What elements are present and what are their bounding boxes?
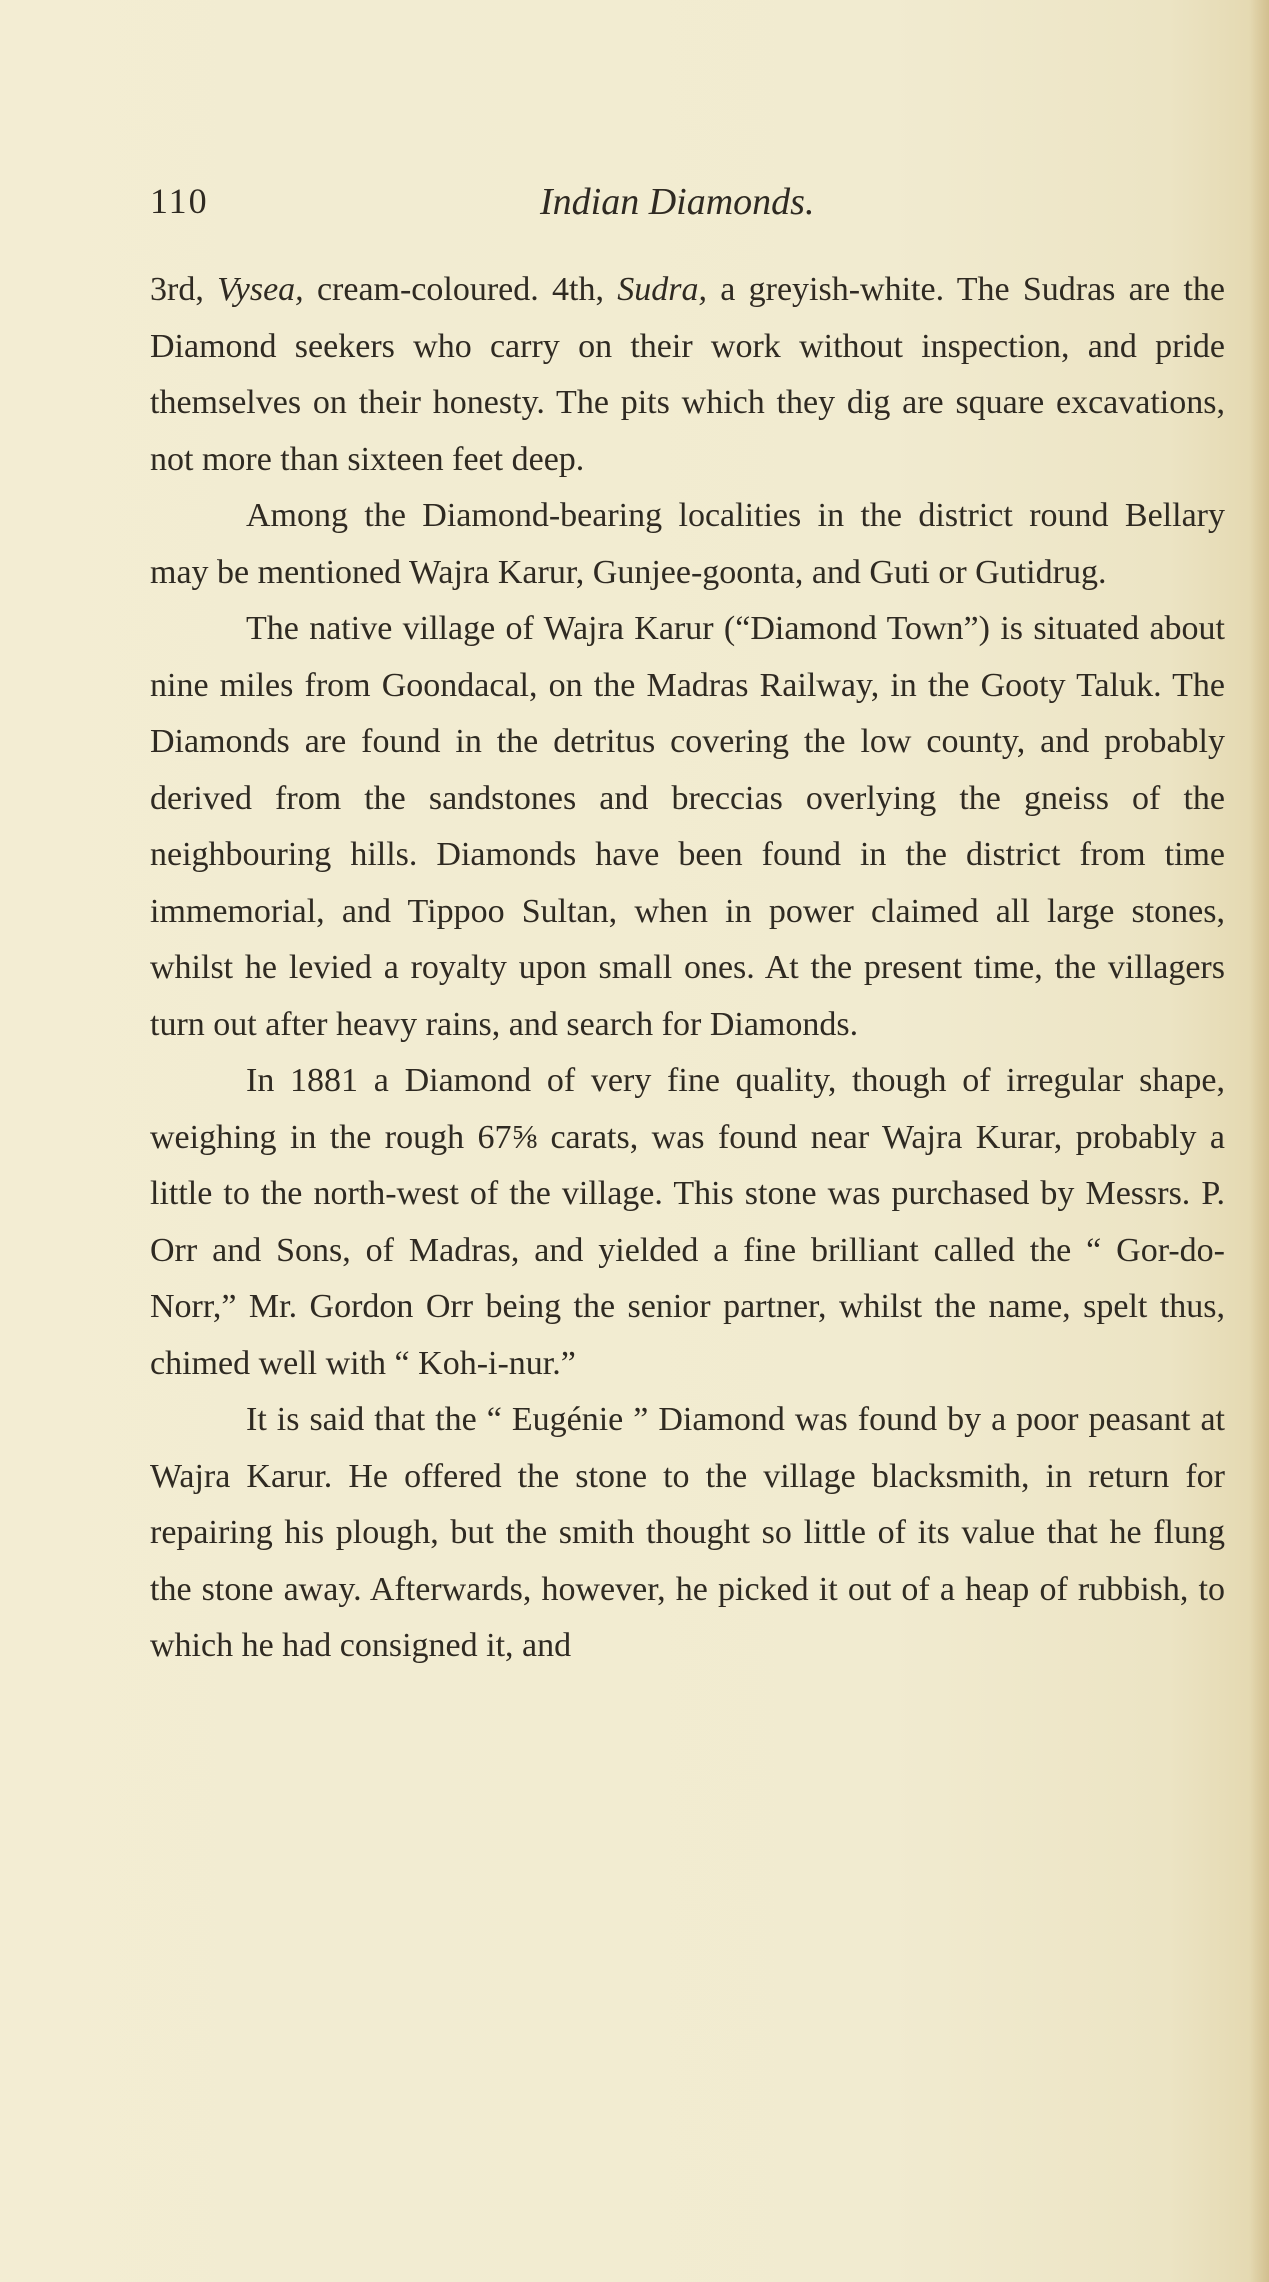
caste-name-sudra: Sudra,: [617, 271, 707, 308]
paragraph-5: It is said that the “ Eugénie ” Diamond was found by a poor peasant at Wajra Karur. He offered the stone to the village blacksmith, in return for repairing his plough, but the smith thought so little of its value that he flung the stone away. Afterwards, however, he picked it out of a heap of rubbish, to which he had consigned it, and: [150, 1401, 1225, 1664]
page-header: [150, 180, 1220, 240]
paragraph-2: Among the Diamond-bearing localities in the district round Bellary may be mentioned Wajra Karur, Gunjee-goonta, and Guti or Gutidrug.: [150, 497, 1225, 591]
caste-name-vysea: Vysea,: [217, 271, 304, 308]
paragraph-3: The native village of Wajra Karur (“Diamond Town”) is situated about nine miles from Goondacal, on the Madras Railway, in the Gooty Taluk. The Diamonds are found in the detritus covering the low county, and probably derived from the sandstones and breccias overlying the gneiss of the neighbouring hills. Diamonds have been found in the district from time immemorial, and Tippoo Sultan, when in power claimed all large stones, whilst he levied a royalty upon small ones. At the present time, the villagers turn out after heavy rains, and search for Diamonds.: [150, 610, 1225, 1043]
paragraph-1-run-1: 3rd,: [150, 271, 218, 308]
paragraph-1-run-2: cream-coloured. 4th,: [303, 271, 618, 308]
paragraph-1: [150, 262, 1225, 488]
paragraph-4: In 1881 a Diamond of very fine quality, though of irregular shape, weighing in the rough 67⅝ carats, was found near Wajra Kurar, probably a little to the north-west of the village. This stone was purchased by Messrs. P. Orr and Sons, of Madras, and yielded a fine brilliant called the “ Gor-do-Norr,” Mr. Gordon Orr being the senior partner, whilst the name, spelt thus, chimed well with “ Koh-i-nur.”: [150, 1062, 1225, 1382]
page-edge-shadow: [1249, 0, 1269, 2282]
body-text: [150, 262, 1225, 1675]
running-title: Indian Diamonds.: [540, 181, 815, 223]
page-number: 110: [150, 181, 209, 221]
paragraph-1-run-3: a greyish-white. The Sudras are the Diamond seekers who carry on their work without inspection, and pride themselves on their honesty. The pits which they dig are square excavations, not more than sixteen feet deep.: [150, 271, 1225, 478]
